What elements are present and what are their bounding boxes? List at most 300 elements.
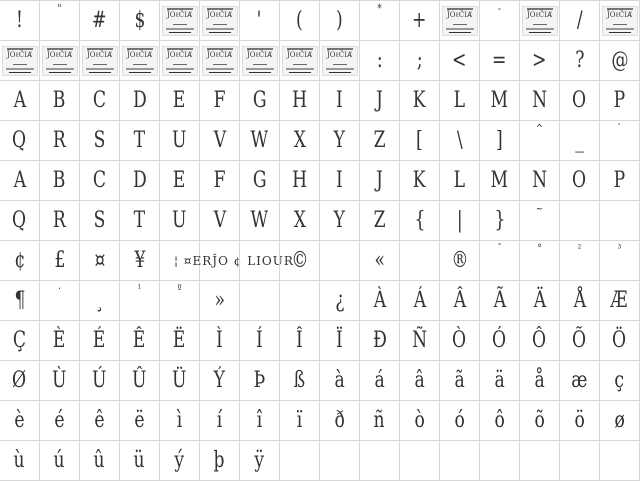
glyph-cell <box>240 401 280 441</box>
glyph: M <box>490 167 509 193</box>
glyph-cell <box>560 81 600 121</box>
glyph-cell <box>480 81 520 121</box>
glyph-cell <box>280 281 320 321</box>
glyph-cell <box>280 241 320 281</box>
glyph-cell <box>200 241 240 281</box>
glyph: L <box>453 87 466 113</box>
glyph: < <box>452 47 467 73</box>
glyph-cell <box>120 121 160 161</box>
glyph-cell <box>80 281 120 321</box>
glyph: ¥ <box>134 247 145 273</box>
glyph-cell <box>600 81 640 121</box>
glyph: Ø <box>12 367 27 393</box>
glyph-cell <box>160 321 200 361</box>
glyph: X <box>293 127 306 153</box>
glyph-cell <box>440 81 480 121</box>
glyph-cell <box>360 201 400 241</box>
glyph-cell <box>160 361 200 401</box>
font-sample-card <box>602 6 638 36</box>
glyph-cell <box>360 1 400 41</box>
glyph-cell <box>120 441 160 481</box>
glyph-cell <box>0 441 40 481</box>
glyph: Ô <box>532 327 547 353</box>
glyph-cell <box>440 201 480 241</box>
glyph: Y <box>333 207 346 233</box>
glyph: Ü <box>172 367 187 393</box>
glyph: ¶ <box>14 287 25 313</box>
glyph-cell <box>280 321 320 361</box>
glyph-cell <box>160 41 200 81</box>
glyph: A <box>13 167 26 193</box>
glyph: T <box>133 127 146 153</box>
glyph: ê <box>94 407 105 433</box>
glyph-cell <box>160 201 200 241</box>
font-sample-card-text: ĴOℓĈIȺ <box>6 51 33 59</box>
glyph: ? <box>574 47 585 73</box>
glyph: ì <box>176 407 183 433</box>
glyph-cell <box>400 241 440 281</box>
glyph-cell <box>360 361 400 401</box>
font-sample-card-text: ĴOℓĈIȺ <box>206 51 233 59</box>
glyph-cell <box>480 201 520 241</box>
glyph-cell <box>80 81 120 121</box>
glyph: ¸ <box>95 287 104 313</box>
glyph: í <box>216 407 223 433</box>
glyph-cell <box>320 201 360 241</box>
font-sample-card-text: ĴOℓĈIȺ <box>206 11 233 19</box>
font-sample-card-text: ĴOℓĈIȺ <box>126 51 153 59</box>
glyph: ¤ <box>94 247 105 273</box>
glyph: Û <box>132 367 147 393</box>
glyph-cell <box>400 321 440 361</box>
glyph-cell <box>40 121 80 161</box>
glyph-cell <box>320 161 360 201</box>
glyph-cell <box>560 41 600 81</box>
glyph-cell <box>240 281 280 321</box>
glyph-cell <box>0 361 40 401</box>
glyph: P <box>613 87 626 113</box>
glyph: » <box>214 287 225 313</box>
glyph-cell <box>600 121 640 161</box>
glyph: J <box>376 87 383 113</box>
glyph: á <box>374 367 385 393</box>
glyph-cell <box>480 361 520 401</box>
glyph-cell <box>480 121 520 161</box>
glyph-cell <box>200 1 240 41</box>
glyph-cell <box>200 161 240 201</box>
glyph-cell <box>520 361 560 401</box>
glyph-cell <box>280 201 320 241</box>
glyph: I <box>336 87 343 113</box>
font-sample-card <box>82 46 118 76</box>
glyph: F <box>213 87 226 113</box>
glyph: N <box>531 167 548 193</box>
glyph: ' <box>257 7 262 33</box>
glyph-cell <box>440 401 480 441</box>
glyph-cell <box>320 361 360 401</box>
glyph-cell <box>440 241 480 281</box>
glyph-cell <box>360 81 400 121</box>
glyph-cell <box>560 1 600 41</box>
glyph-cell <box>80 161 120 201</box>
glyph: ý <box>174 447 185 473</box>
glyph-cell <box>0 321 40 361</box>
glyph-cell <box>40 401 80 441</box>
glyph-cell <box>240 361 280 401</box>
glyph-cell <box>600 41 640 81</box>
glyph-cell <box>480 41 520 81</box>
glyph: Ú <box>92 367 107 393</box>
glyph-cell <box>560 441 600 481</box>
glyph-cell <box>240 1 280 41</box>
glyph: Ç <box>12 327 27 353</box>
glyph-cell <box>400 441 440 481</box>
glyph: K <box>413 167 426 193</box>
glyph-cell <box>480 401 520 441</box>
glyph: P <box>613 167 626 193</box>
glyph: ¢ <box>14 247 25 273</box>
font-sample-card <box>2 46 38 76</box>
glyph-cell <box>560 201 600 241</box>
glyph-cell <box>240 441 280 481</box>
glyph-cell <box>520 41 560 81</box>
glyph-cell <box>200 321 240 361</box>
glyph-cell <box>520 81 560 121</box>
glyph: Î <box>296 327 303 353</box>
glyph-cell <box>120 321 160 361</box>
glyph: ß <box>293 367 306 393</box>
glyph-cell <box>360 441 400 481</box>
glyph-cell <box>280 361 320 401</box>
glyph: ] <box>496 127 503 153</box>
glyph-cell <box>200 441 240 481</box>
glyph-cell <box>120 81 160 121</box>
glyph: ë <box>134 407 145 433</box>
glyph: £ <box>54 247 65 273</box>
glyph-cell <box>600 1 640 41</box>
glyph: À <box>373 287 386 313</box>
glyph-cell <box>40 41 80 81</box>
glyph-cell <box>240 241 280 281</box>
glyph: G <box>252 87 267 113</box>
glyph: C <box>92 87 107 113</box>
glyph-cell <box>360 281 400 321</box>
glyph-cell <box>360 321 400 361</box>
glyph-cell <box>440 441 480 481</box>
glyph: ` <box>617 122 622 135</box>
glyph: ® <box>450 247 469 273</box>
font-sample-card <box>442 6 478 36</box>
glyph: \ <box>456 127 463 153</box>
glyph-cell <box>200 201 240 241</box>
glyph-cell <box>520 281 560 321</box>
glyph: ¯ <box>497 242 502 255</box>
glyph-cell <box>80 361 120 401</box>
glyph: Ã <box>493 287 506 313</box>
glyph: N <box>531 87 548 113</box>
glyph-cell <box>240 121 280 161</box>
glyph: Â <box>453 287 466 313</box>
glyph: ° <box>537 242 542 255</box>
font-sample-card-text: ĴOℓĈIȺ <box>46 51 73 59</box>
glyph-cell <box>320 441 360 481</box>
glyph-cell <box>160 81 200 121</box>
glyph-cell <box>120 241 160 281</box>
glyph-cell <box>80 321 120 361</box>
glyph-cell <box>280 1 320 41</box>
glyph: E <box>173 167 186 193</box>
glyph: B <box>53 167 66 193</box>
glyph-cell <box>160 161 200 201</box>
glyph-cell <box>280 121 320 161</box>
glyph: © <box>290 247 309 273</box>
glyph-cell <box>320 241 360 281</box>
glyph: Ñ <box>411 327 428 353</box>
glyph-cell <box>40 241 80 281</box>
glyph: ~ <box>535 202 544 215</box>
glyph: ; <box>416 47 423 73</box>
glyph: U <box>172 127 187 153</box>
glyph-cell <box>480 321 520 361</box>
glyph-cell <box>40 281 80 321</box>
glyph-cell <box>400 41 440 81</box>
glyph-cell <box>200 41 240 81</box>
glyph: { <box>414 207 425 233</box>
glyph-cell <box>320 81 360 121</box>
glyph: ÿ <box>254 447 265 473</box>
glyph: Ä <box>533 287 546 313</box>
glyph-cell <box>0 81 40 121</box>
glyph-cell <box>560 241 600 281</box>
glyph: å <box>534 367 545 393</box>
glyph: Ð <box>372 327 387 353</box>
glyph-cell <box>40 201 80 241</box>
glyph: Í <box>256 327 263 353</box>
glyph-cell <box>600 241 640 281</box>
glyph: } <box>494 207 505 233</box>
glyph: ³ <box>617 242 622 255</box>
glyph: Ù <box>52 367 67 393</box>
glyph: ^ <box>535 122 544 135</box>
glyph-cell <box>200 361 240 401</box>
glyph: M <box>490 87 509 113</box>
glyph: | <box>456 207 463 233</box>
glyph: K <box>413 87 426 113</box>
glyph: Å <box>573 287 586 313</box>
glyph: · <box>58 282 61 295</box>
glyph: S <box>93 127 106 153</box>
glyph: ( <box>296 7 303 33</box>
glyph: ä <box>494 367 505 393</box>
font-sample-card-text: ĴOℓĈIȺ <box>446 11 473 19</box>
glyph-cell <box>440 281 480 321</box>
glyph: ² <box>577 242 582 255</box>
glyph-cell <box>200 281 240 321</box>
glyph: _ <box>575 127 584 153</box>
glyph-cell <box>560 401 600 441</box>
glyph-cell <box>520 241 560 281</box>
glyph-cell <box>240 161 280 201</box>
glyph-cell <box>0 121 40 161</box>
glyph-cell <box>160 1 200 41</box>
glyph: # <box>92 7 107 33</box>
glyph: ñ <box>373 407 386 433</box>
glyph: > <box>532 47 547 73</box>
glyph: Ò <box>452 327 467 353</box>
glyph: ã <box>454 367 465 393</box>
glyph-cell <box>600 201 640 241</box>
glyph-cell <box>0 241 40 281</box>
glyph-cell <box>440 41 480 81</box>
glyph: ! <box>16 7 23 33</box>
glyph-cell <box>400 161 440 201</box>
glyph: Ë <box>173 327 186 353</box>
glyph-cell <box>600 281 640 321</box>
glyph: ú <box>53 447 66 473</box>
glyph-cell <box>360 41 400 81</box>
glyph-cell <box>520 1 560 41</box>
glyph-cell <box>400 81 440 121</box>
glyph-cell <box>480 1 520 41</box>
glyph: Ì <box>216 327 223 353</box>
glyph-cell <box>240 81 280 121</box>
glyph: - <box>498 2 501 15</box>
font-sample-card <box>242 46 278 76</box>
glyph-cell <box>400 361 440 401</box>
glyph: î <box>256 407 263 433</box>
glyph: D <box>132 167 147 193</box>
glyph-cell <box>520 161 560 201</box>
glyph: Q <box>12 207 27 233</box>
glyph-cell <box>40 321 80 361</box>
glyph-cell <box>560 161 600 201</box>
glyph: R <box>53 207 66 233</box>
glyph-cell <box>160 441 200 481</box>
glyph-cell <box>520 321 560 361</box>
glyph-cell <box>80 401 120 441</box>
glyph: : <box>376 47 383 73</box>
glyph-cell <box>600 161 640 201</box>
glyph-cell <box>0 401 40 441</box>
glyph: E <box>173 87 186 113</box>
glyph-cell <box>440 1 480 41</box>
glyph: ç <box>614 367 625 393</box>
glyph: Á <box>413 287 426 313</box>
glyph: X <box>293 207 306 233</box>
glyph-cell <box>40 81 80 121</box>
glyph-cell <box>600 321 640 361</box>
glyph: [ <box>416 127 423 153</box>
font-sample-card <box>322 46 358 76</box>
glyph-cell <box>280 161 320 201</box>
glyph: È <box>53 327 66 353</box>
glyph-cell <box>80 1 120 41</box>
glyph: T <box>133 207 146 233</box>
glyph-cell <box>360 121 400 161</box>
glyph: H <box>292 167 307 193</box>
font-sample-card <box>282 46 318 76</box>
glyph-cell <box>520 201 560 241</box>
glyph-cell <box>80 441 120 481</box>
glyph-cell <box>360 241 400 281</box>
glyph-cell <box>240 41 280 81</box>
glyph: ö <box>574 407 585 433</box>
glyph: @ <box>610 47 629 73</box>
font-sample-card <box>522 6 558 36</box>
font-sample-card-text: ĴOℓĈIȺ <box>86 51 113 59</box>
glyph-cell <box>320 401 360 441</box>
glyph: Õ <box>572 327 587 353</box>
glyph: è <box>14 407 25 433</box>
glyph: G <box>252 167 267 193</box>
glyph-cell <box>600 401 640 441</box>
glyph-cell <box>240 321 280 361</box>
glyph-cell <box>160 241 294 281</box>
font-sample-card <box>202 46 238 76</box>
glyph-cell <box>120 161 160 201</box>
glyph-cell <box>400 1 440 41</box>
glyph: Z <box>373 207 386 233</box>
glyph: ¿ <box>334 287 345 313</box>
glyph: J <box>376 167 383 193</box>
glyph-cell <box>320 281 360 321</box>
glyph-cell <box>200 81 240 121</box>
glyph: ) <box>336 7 343 33</box>
glyph: ð <box>334 407 345 433</box>
glyph: C <box>92 167 107 193</box>
glyph: " <box>57 2 62 15</box>
glyph: * <box>377 2 382 15</box>
glyph-cell <box>280 41 320 81</box>
glyph: û <box>93 447 106 473</box>
glyph: ó <box>454 407 465 433</box>
glyph-cell <box>560 281 600 321</box>
font-sample-card-text: ĴOℓĈIȺ <box>286 51 313 59</box>
glyph: S <box>93 207 106 233</box>
glyph: O <box>572 167 587 193</box>
glyph: I <box>336 167 343 193</box>
glyph-cell <box>480 281 520 321</box>
glyph-cell <box>480 161 520 201</box>
glyph: U <box>172 207 187 233</box>
glyph-cell <box>480 241 520 281</box>
glyph-cell <box>520 121 560 161</box>
glyph: æ <box>571 367 588 393</box>
glyph-cell <box>0 281 40 321</box>
glyph-cell <box>480 441 520 481</box>
font-sample-card <box>122 46 158 76</box>
glyph-cell <box>0 161 40 201</box>
glyph-cell <box>200 401 240 441</box>
glyph-cell <box>80 121 120 161</box>
glyph-cell <box>360 161 400 201</box>
glyph-cell <box>200 121 240 161</box>
glyph-cell <box>80 241 120 281</box>
glyph-cell <box>160 281 200 321</box>
glyph: ù <box>13 447 26 473</box>
font-sample-card-text: ĴOℓĈIȺ <box>326 51 353 59</box>
glyph-cell <box>520 441 560 481</box>
glyph: É <box>93 327 106 353</box>
glyph: W <box>250 207 269 233</box>
glyph-cell <box>320 321 360 361</box>
glyph-cell <box>400 281 440 321</box>
glyph-cell <box>320 1 360 41</box>
glyph: Ö <box>612 327 627 353</box>
font-sample-card <box>162 46 198 76</box>
glyph: = <box>492 47 507 73</box>
glyph: « <box>374 247 385 273</box>
